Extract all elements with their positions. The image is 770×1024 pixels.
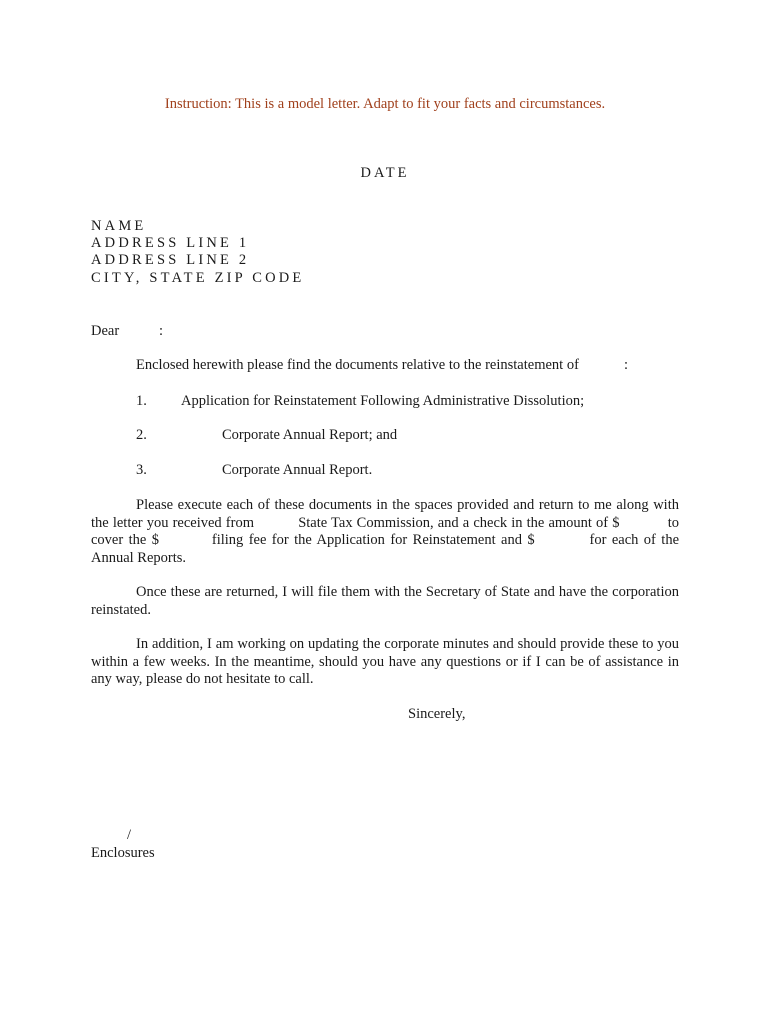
address-line-1: ADDRESS LINE 1: [91, 235, 250, 251]
paragraph-file-with-secretary: Once these are returned, I will file them with the Secretary of State and have the corporation reinstated.: [91, 584, 679, 618]
initials-slash: /: [127, 827, 132, 843]
city-state-zip: CITY, STATE ZIP CODE: [91, 270, 305, 286]
list-item-number: 2.: [136, 427, 147, 443]
salutation-colon: :: [159, 323, 164, 339]
address-line-2: ADDRESS LINE 2: [91, 252, 250, 268]
list-item-text: Application for Reinstatement Following Administrative Dissolution;: [181, 393, 585, 409]
paragraph-execute-documents: Please execute each of these documents in the spaces provided and return to me along with the letter you received from State Tax Commission, and a check in the amount of $ to cover the $ filing fee for the Application for Reinstatement and $ for each of the Annual Reports.: [91, 497, 680, 566]
list-item-number: 1.: [136, 393, 147, 409]
recipient-name: NAME: [91, 218, 147, 234]
enclosures-label: Enclosures: [91, 845, 155, 861]
intro-colon: :: [624, 357, 629, 373]
paragraph-corporate-minutes: In addition, I am working on updating the corporate minutes and should provide these to you within a few weeks. In the meantime, should you have any questions or if I can be of assistance in any way, please do not hesitate to call.: [91, 636, 679, 687]
intro-text: Enclosed herewith please find the documents relative to the reinstatement of: [136, 357, 579, 373]
instruction-note: Instruction: This is a model letter. Adapt to fit your facts and circumstances.: [164, 96, 606, 112]
list-item-number: 3.: [136, 462, 147, 478]
date-placeholder: DATE: [360, 165, 410, 181]
salutation-dear: Dear: [91, 323, 120, 339]
list-item-text: Corporate Annual Report.: [222, 462, 373, 478]
list-item-text: Corporate Annual Report; and: [222, 427, 398, 443]
closing-sincerely: Sincerely,: [408, 706, 466, 722]
